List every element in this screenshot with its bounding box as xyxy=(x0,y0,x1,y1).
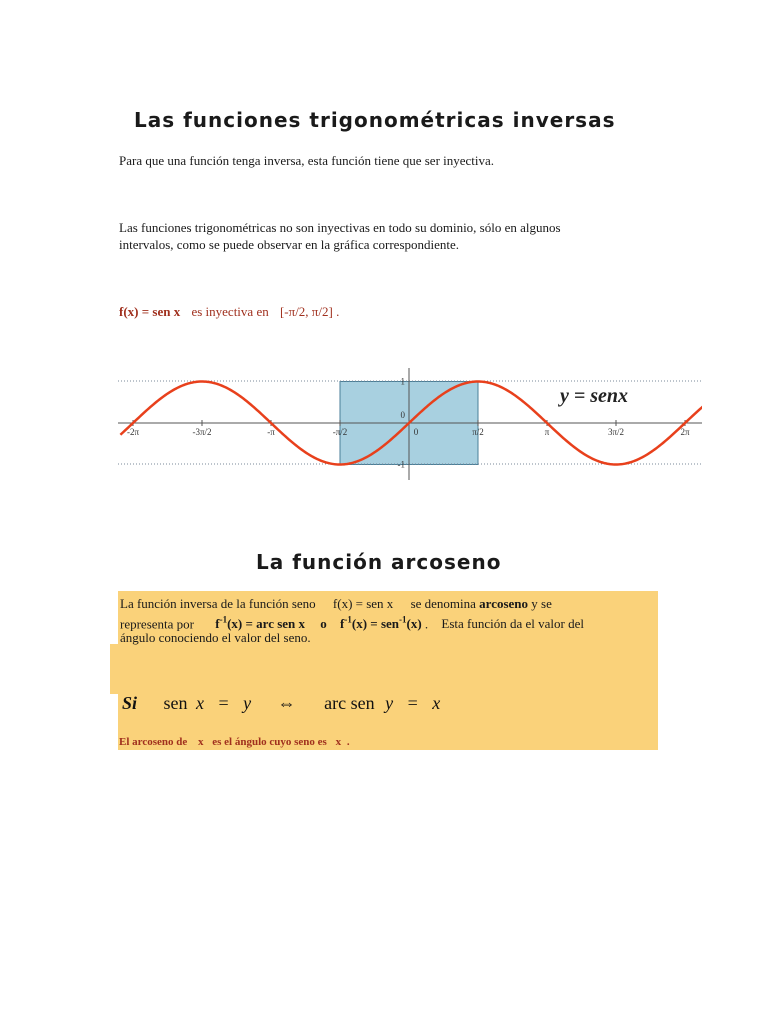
domain-paragraph-line-1: Las funciones trigonométricas no son inyectivas en todo su dominio, sólo en algunos xyxy=(119,220,561,235)
eq-y2: y xyxy=(385,693,394,713)
injective-statement xyxy=(119,303,339,320)
def-x2: x xyxy=(335,736,342,748)
f2-f: f xyxy=(340,616,345,632)
arcsine-equivalence xyxy=(122,693,440,714)
box-tab xyxy=(110,644,120,694)
f2-arg: (x) xyxy=(406,616,422,632)
f2-sup: -1 xyxy=(344,615,352,625)
box-text-5: Esta función da el valor del xyxy=(441,616,585,632)
eq-sen: sen xyxy=(163,693,188,713)
f1-rest: (x) = arc sen x xyxy=(227,616,306,632)
x-tick-label: 3π/2 xyxy=(607,427,625,437)
def-dot: . xyxy=(346,736,350,748)
sine-graph xyxy=(118,368,702,480)
eq-x1: x xyxy=(196,693,205,713)
x-tick-label: -π xyxy=(267,427,275,437)
box-or: o xyxy=(320,616,327,632)
f2-rest: (x) = sen xyxy=(351,616,399,632)
y-tick-label: 1 xyxy=(400,376,405,387)
box-text-4: representa por xyxy=(120,616,194,632)
box-text-1: La función inversa de la función seno xyxy=(120,596,316,611)
injective-text: es inyectiva en xyxy=(191,304,269,319)
f1-sup: -1 xyxy=(219,615,228,625)
function-formula: f(x) = sen x xyxy=(119,304,181,319)
eq-equals-1: = xyxy=(218,693,229,713)
y-tick-label: 0 xyxy=(400,410,405,420)
f2-sup2: -1 xyxy=(399,615,407,625)
box-formula-1: f(x) = sen x xyxy=(332,596,394,611)
box-term-arcoseno: arcoseno xyxy=(479,596,529,611)
eq-equals-2: = xyxy=(407,693,418,713)
x-tick-label: π xyxy=(544,427,550,437)
def-text-1: El arcoseno de xyxy=(119,736,188,748)
eq-x2: x xyxy=(432,693,441,713)
interval-text: [-π/2, π/2] xyxy=(279,304,333,319)
period: . xyxy=(336,304,340,319)
box-line-1 xyxy=(120,595,656,612)
x-tick-label: 2π xyxy=(680,427,690,437)
eq-y1: y xyxy=(243,693,252,713)
graph-label: y = senx xyxy=(560,385,629,407)
box-line-3: ángulo conociendo el valor del seno. xyxy=(120,630,311,645)
page-title: Las funciones trigonométricas inversas xyxy=(134,108,616,132)
section-title-arcsine: La función arcoseno xyxy=(256,550,502,574)
eq-iff-arrow: ⇔ xyxy=(277,693,296,713)
x-tick-label: -π/2 xyxy=(332,427,348,437)
x-tick-label: π/2 xyxy=(472,427,484,437)
intro-paragraph: Para que una función tenga inversa, esta función tiene que ser inyectiva. xyxy=(119,153,495,168)
f1-f: f xyxy=(215,616,220,632)
def-x: x xyxy=(198,736,204,748)
eq-arcsen: arc sen xyxy=(324,693,375,713)
arcsine-definition-sentence xyxy=(119,736,350,748)
def-text-2: es el ángulo cuyo seno es xyxy=(212,736,327,748)
box-formula-3 xyxy=(340,616,422,631)
x-tick-label: -3π/2 xyxy=(192,427,212,437)
box-text-3: y se xyxy=(531,596,552,611)
x-tick-label: 0 xyxy=(413,427,419,437)
domain-paragraph-line-2: intervalos, como se puede observar en la gráfica correspondiente. xyxy=(119,237,460,252)
box-dot: . xyxy=(424,616,429,632)
x-tick-label: -2π xyxy=(126,427,140,437)
box-text-2: se denomina xyxy=(410,596,476,611)
y-tick-label: -1 xyxy=(397,459,405,470)
eq-si: Si xyxy=(122,693,138,713)
